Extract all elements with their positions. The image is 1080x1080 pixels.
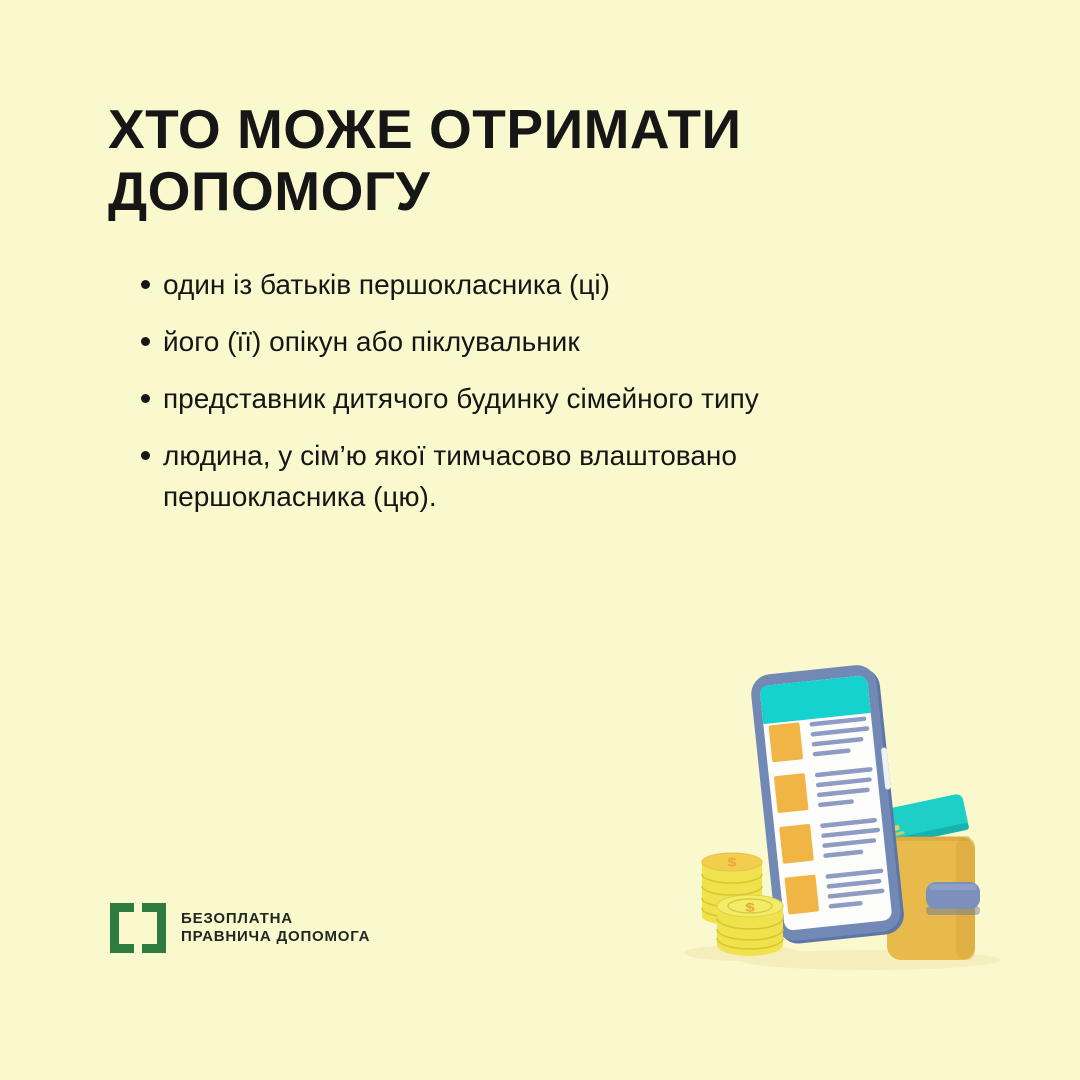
brackets-icon (108, 903, 168, 953)
dollar-symbol: $ (727, 855, 737, 869)
logo-line2: ПРАВНИЧА ДОПОМОГА (181, 928, 371, 945)
logo-text (181, 910, 370, 946)
bullet-list (141, 264, 901, 533)
list-item: один із батьків першокласника (ці) (141, 264, 901, 305)
phone-wallet-coins-illustration (680, 650, 1000, 980)
list-item: його (її) опікун або піклувальник (141, 321, 901, 362)
logo-line1: БЕЗОПЛАТНА (181, 910, 293, 927)
dollar-symbol: $ (745, 901, 755, 915)
page-title: ХТО МОЖЕ ОТРИМАТИ ДОПОМОГУ (108, 98, 742, 222)
legal-aid-logo (108, 903, 370, 953)
coin-stack-front (717, 895, 783, 956)
list-item: представник дитячого будинку сімейного типу (141, 378, 901, 419)
list-item: людина, у сім’ю якої тимчасово влаштовано першокласника (цю). (141, 435, 901, 517)
